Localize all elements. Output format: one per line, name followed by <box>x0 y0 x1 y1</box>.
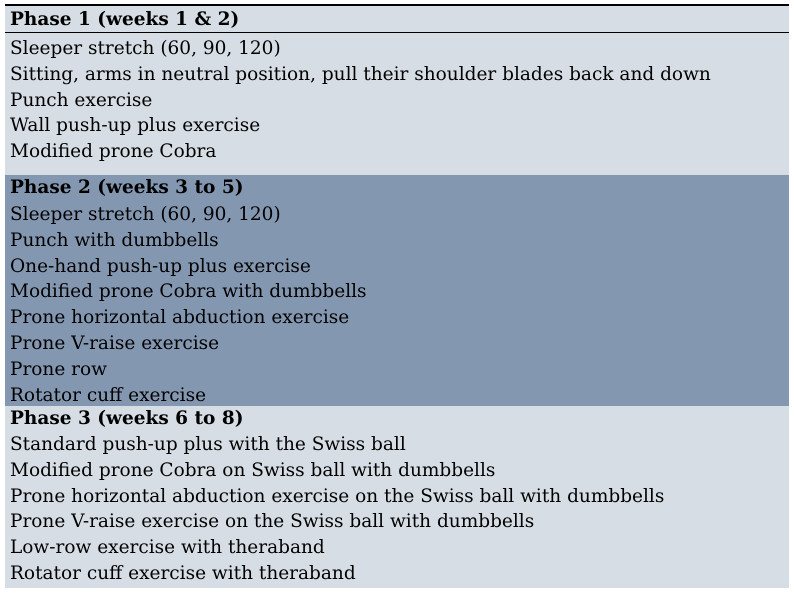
phase-1-exercise-list <box>10 36 711 165</box>
phase-2-title: Phase 2 (weeks 3 to 5) <box>10 177 244 198</box>
exercise-item: Prone V-raise exercise on the Swiss ball with dumbbells <box>10 511 535 533</box>
exercise-item: Prone horizontal abduction exercise on the Swiss ball with dumbbells <box>10 485 665 507</box>
exercise-item: Prone horizontal abduction exercise <box>10 307 350 329</box>
phase-1-title-divider <box>5 32 789 33</box>
exercise-item: One-hand push-up plus exercise <box>10 255 311 277</box>
phase-2-exercise-list <box>10 202 367 408</box>
phase-3-exercise-list <box>10 432 664 587</box>
exercise-item: Standard push-up plus with the Swiss ball <box>10 434 406 455</box>
exercise-phase-table <box>5 4 789 588</box>
exercise-item: Modified prone Cobra on Swiss ball with dumbbells <box>10 459 496 481</box>
phase-3-title: Phase 3 (weeks 6 to 8) <box>10 408 244 429</box>
exercise-item: Punch exercise <box>10 89 153 111</box>
phase-1-block <box>5 6 789 175</box>
exercise-item: Low-row exercise with theraband <box>10 537 325 559</box>
exercise-item: Modified prone Cobra with dumbbells <box>10 281 367 303</box>
exercise-item: Modified prone Cobra <box>10 141 217 163</box>
phase-1-title: Phase 1 (weeks 1 & 2) <box>10 9 240 30</box>
exercise-item: Prone row <box>10 358 107 380</box>
exercise-item: Prone V-raise exercise <box>10 332 220 354</box>
exercise-item: Sleeper stretch (60, 90, 120) <box>10 204 281 225</box>
exercise-item: Rotator cuff exercise with theraband <box>10 562 356 584</box>
phase-2-block <box>5 175 789 406</box>
exercise-item: Sitting, arms in neutral position, pull their shoulder blades back and down <box>10 63 711 85</box>
phase-3-block <box>5 406 789 588</box>
exercise-item: Sleeper stretch (60, 90, 120) <box>10 38 281 59</box>
exercise-item: Rotator cuff exercise <box>10 384 207 406</box>
exercise-item: Wall push-up plus exercise <box>10 115 261 137</box>
exercise-item: Punch with dumbbells <box>10 229 219 251</box>
